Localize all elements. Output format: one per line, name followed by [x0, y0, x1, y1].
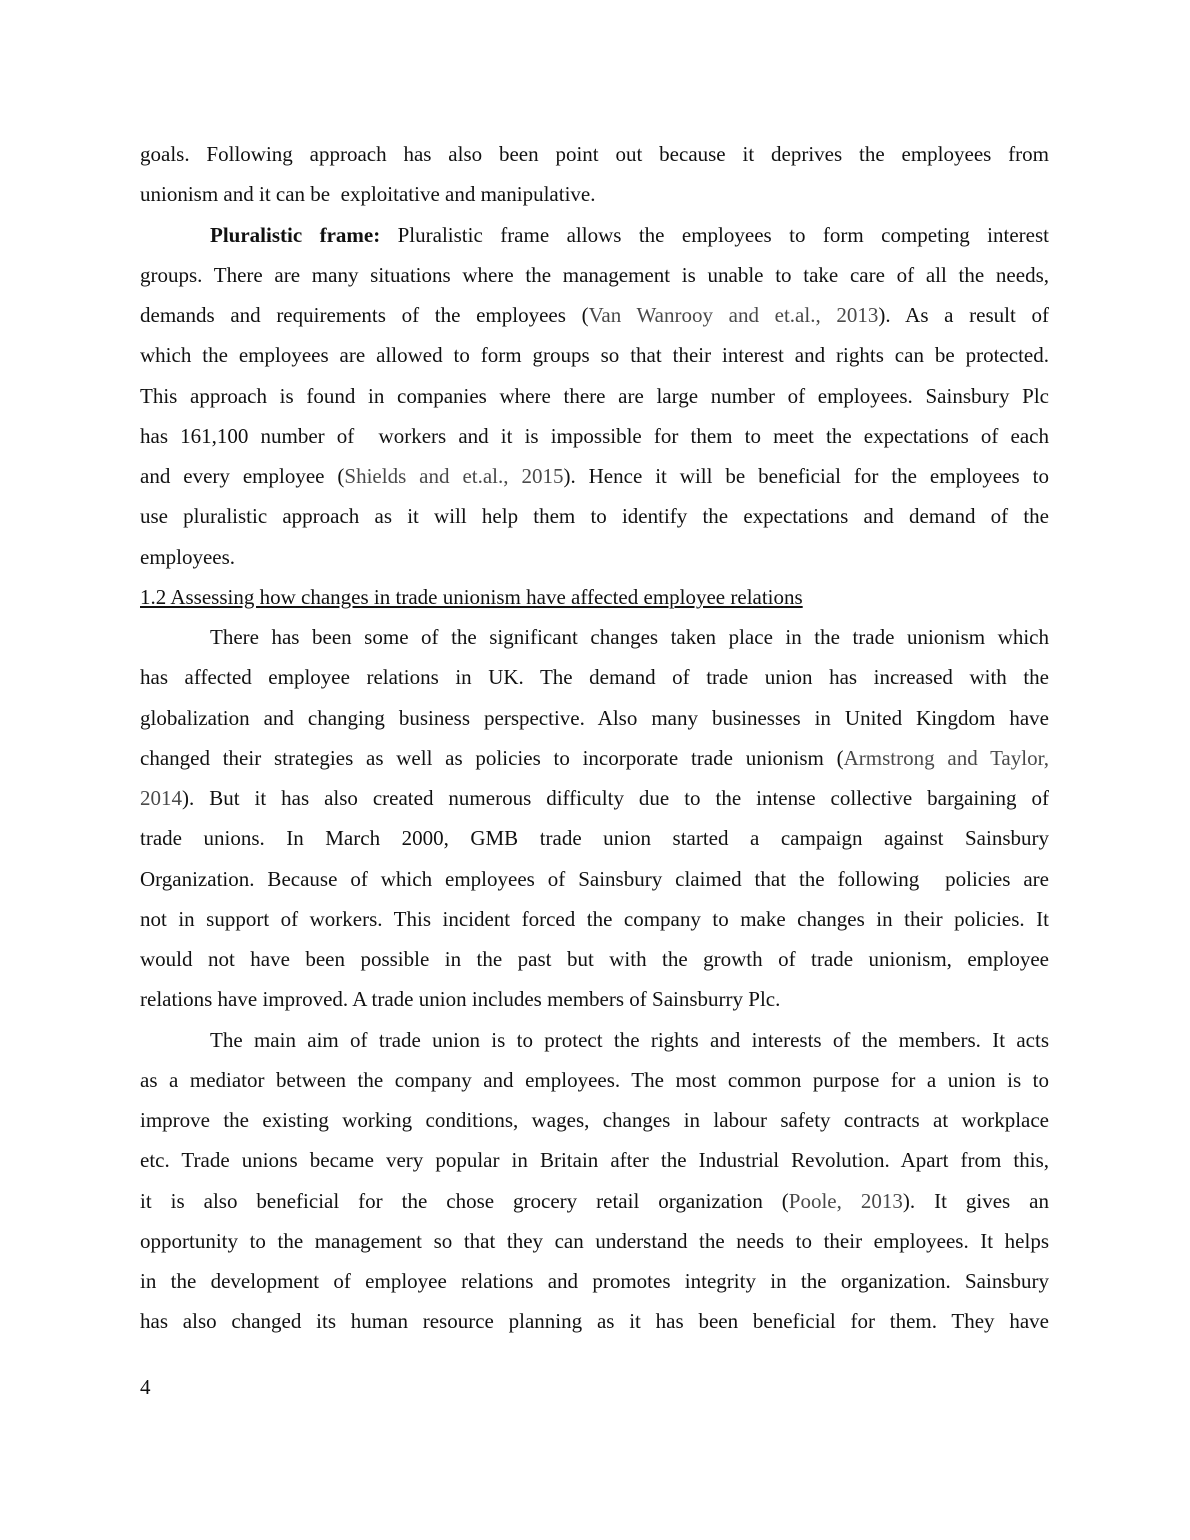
text-segment: ). Hence it will be beneficial for the employees to — [563, 464, 1049, 488]
text-segment: Organization. Because of which employees of Sainsbury claimed that the following policies are — [140, 866, 1049, 891]
text-line — [140, 543, 1049, 583]
text-line — [140, 985, 1049, 1025]
text-line — [140, 1026, 1049, 1066]
citation: Van Wanrooy and et.al., 2013 — [588, 303, 879, 327]
text-segment: 1.2 Assessing how changes in trade unionism have affected employee relations — [140, 584, 803, 609]
text-line — [140, 261, 1049, 301]
text-segment: has affected employee relations in UK. The demand of trade union has increased with the — [140, 665, 1049, 690]
text-segment: goals. Following approach has also been point out because it deprives the employees from — [140, 142, 1049, 166]
text-segment: relations have improved. A trade union includes members of Sainsburry Plc. — [140, 987, 781, 1012]
text-line — [140, 502, 1049, 542]
text-segment: employees. — [140, 544, 236, 569]
text-segment: it is also beneficial for the chose grocery retail organization ( — [140, 1188, 789, 1213]
text-segment: This approach is found in companies where there are large number of employees. Sainsbury Plc — [140, 383, 1049, 408]
text-line — [140, 462, 1049, 502]
text-line — [140, 663, 1049, 703]
text-segment: not in support of workers. This incident forced the company to make changes in their policies. It — [140, 906, 1049, 931]
text-line — [140, 341, 1049, 381]
text-line — [140, 140, 1049, 180]
text-line — [140, 1187, 1049, 1227]
citation: Armstrong and Taylor, — [843, 745, 1049, 770]
text-line — [140, 865, 1049, 905]
text-line — [140, 1227, 1049, 1267]
text-segment: improve the existing working conditions, wages, changes in labour safety contracts at workplace — [140, 1108, 1049, 1132]
text-line — [140, 1267, 1049, 1307]
text-line — [140, 1066, 1049, 1106]
text-segment: which the employees are allowed to form groups so that their interest and rights can be protected. — [140, 343, 1049, 368]
text-line — [140, 905, 1049, 945]
citation: Poole, 2013 — [788, 1188, 903, 1213]
section-heading — [140, 583, 1049, 623]
text-line — [140, 704, 1049, 744]
text-segment: ). But it has also created numerous difficulty due to the intense collective bargaining of — [182, 786, 1049, 810]
text-segment: demands and requirements of the employees ( — [140, 303, 589, 327]
text-line — [140, 623, 1049, 663]
text-line — [140, 945, 1049, 985]
text-segment: trade unions. In March 2000, GMB trade union started a campaign against Sainsbury — [140, 826, 1049, 851]
text-line — [140, 1146, 1049, 1186]
text-line — [140, 180, 1049, 220]
text-line — [140, 784, 1049, 824]
text-line — [140, 824, 1049, 864]
text-line — [140, 1106, 1049, 1146]
document-body — [140, 140, 1049, 1348]
text-segment: changed their strategies as well as policies to incorporate trade unionism ( — [140, 745, 844, 770]
text-segment: There has been some of the significant changes taken place in the trade unionism which — [210, 625, 1049, 649]
text-line — [140, 382, 1049, 422]
text-segment: Pluralistic frame allows the employees to form competing interest — [380, 222, 1049, 247]
text-line — [140, 744, 1049, 784]
citation: Shields and et.al., 2015 — [344, 464, 564, 488]
text-segment: has 161,100 number of workers and it is impossible for them to meet the expectations of each — [140, 423, 1049, 448]
text-segment: etc. Trade unions became very popular in Britain after the Industrial Revolution. Apart from this, — [140, 1148, 1049, 1173]
text-segment: use pluralistic approach as it will help them to identify the expectations and demand of the — [140, 504, 1049, 529]
text-line — [140, 1307, 1049, 1347]
text-segment: has also changed its human resource planning as it has been beneficial for them. They have — [140, 1309, 1049, 1334]
text-segment: ). As a result of — [878, 303, 1049, 327]
text-segment: as a mediator between the company and employees. The most common purpose for a union is to — [140, 1067, 1049, 1092]
text-segment: The main aim of trade union is to protect the rights and interests of the members. It acts — [210, 1027, 1049, 1052]
citation: 2014 — [140, 786, 182, 810]
text-segment: in the development of employee relations and promotes integrity in the organization. Sainsbury — [140, 1269, 1049, 1293]
text-line — [140, 301, 1049, 341]
text-segment: ). It gives an — [902, 1188, 1049, 1213]
text-line — [140, 221, 1049, 261]
text-segment: opportunity to the management so that they can understand the needs to their employees. It helps — [140, 1228, 1049, 1253]
text-segment: would not have been possible in the past but with the growth of trade unionism, employee — [140, 947, 1049, 971]
page-number: 4 — [140, 1375, 151, 1399]
text-segment: unionism and it can be exploitative and manipulative. — [140, 182, 596, 207]
text-segment: groups. There are many situations where the management is unable to take care of all the needs, — [140, 262, 1049, 287]
paragraph-label: Pluralistic frame: — [210, 222, 381, 247]
text-segment: globalization and changing business perspective. Also many businesses in United Kingdom have — [140, 705, 1049, 730]
text-line — [140, 422, 1049, 462]
text-segment: and every employee ( — [140, 464, 345, 488]
